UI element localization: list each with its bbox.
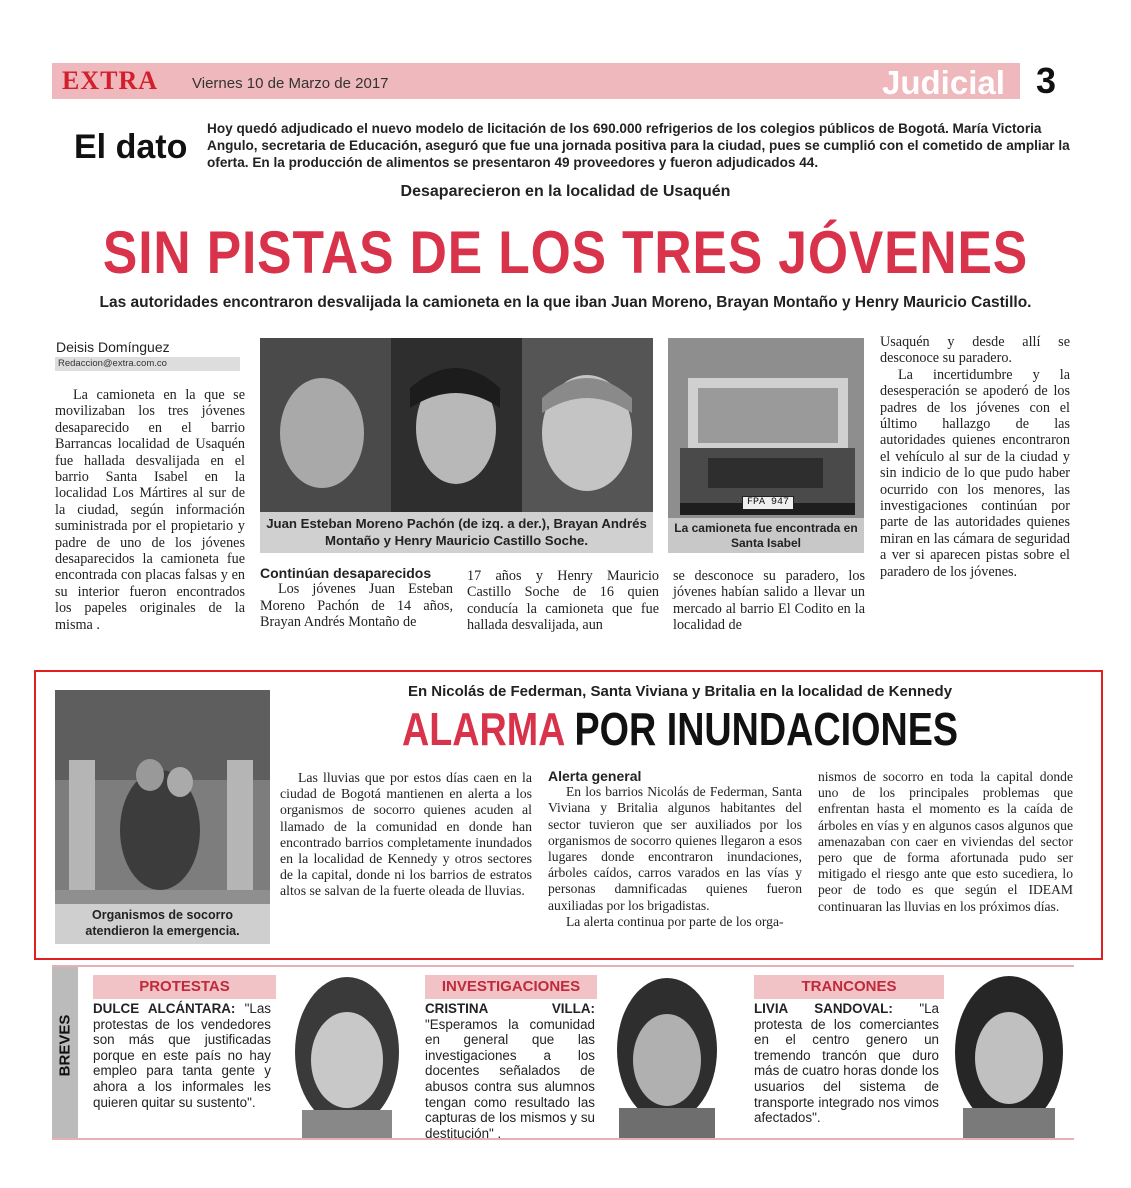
- article2-col2a-text: En los barrios Nicolás de Federman, Santa Viviana y Britalia algunos habitantes del sector tuvieron que ser auxiliados por los organismos de socorro quienes llegaron a esos lugares donde encontraron inundaciones, árboles caídos, carros varados en las vías y personas damnificadas quienes fueron auxiliadas por los brigadistas.: [548, 784, 802, 913]
- breve-1-portrait: [282, 972, 412, 1138]
- newspaper-logo: EXTRA: [62, 66, 159, 95]
- el-dato-box: [62, 118, 1072, 174]
- article2-headline-black: POR INUNDACIONES: [574, 703, 959, 755]
- issue-date: Viernes 10 de Marzo de 2017: [192, 75, 389, 92]
- woman-portrait-icon: [945, 972, 1073, 1138]
- article1-kicker: Desaparecieron en la localidad de Usaquén: [400, 183, 731, 200]
- article2-headline-red: ALARMA: [401, 703, 565, 755]
- breve-3-quote: "La protesta de los comerciantes en el centro genero un tremendo trancón que duro más de cuatro horas donde los usuarios del sistema de transporte integrado nos vimos afectados".: [754, 1001, 939, 1126]
- article1-col5a-text: Usaquén y desde allí se desconoce su paradero.: [880, 334, 1070, 367]
- article2-col1-text: Las lluvias que por estos días caen en la ciudad de Bogotá mantienen en alerta a los organismos de socorro quienes acuden al llamado de la comunidad en donde han encontrado barrios completamente inundados en la localidad de Kennedy y otros sectores de la capital, donde ni los barrios de estratos altos se salvan de la fuerte oleada de lluvias.: [280, 770, 532, 899]
- breve-1-text: [93, 1001, 271, 1110]
- article1-byline: Deisis Domínguez: [56, 339, 170, 355]
- article1-col4-text: se desconoce su paradero, los jóvenes habían salido a llevar un mercado al barrio El Codito en la localidad de: [673, 568, 865, 634]
- article1-headline: SIN PISTAS DE LOS TRES JÓVENES: [102, 219, 1029, 286]
- article2-column-1: [280, 770, 532, 900]
- article1-photo1-caption: Juan Esteban Moreno Pachón (de izq. a der.), Brayan Andrés Montaño y Henry Mauricio Castillo Soche.: [260, 512, 653, 553]
- breves-label: BREVES: [56, 1014, 74, 1077]
- article1-column-4: [673, 568, 865, 634]
- woman-portrait-icon: [282, 972, 412, 1138]
- breve-3-text: [754, 1001, 939, 1126]
- article2-kicker: En Nicolás de Federman, Santa Viviana y Britalia en la localidad de Kennedy: [407, 683, 953, 700]
- article2-column-2: [548, 768, 802, 930]
- license-plate: FPA 947: [742, 496, 794, 510]
- page-number: 3: [1036, 60, 1057, 101]
- article2-photo-caption: Organismos de socorro atendieron la emergencia.: [55, 904, 270, 944]
- woman-portrait-icon: [605, 972, 729, 1138]
- article2-column-3: [818, 769, 1073, 915]
- article1-column-3: [467, 568, 659, 634]
- breve-2-portrait: [605, 972, 729, 1138]
- page-header: [52, 60, 1072, 104]
- breves-side-label: [52, 967, 78, 1138]
- el-dato-text: Hoy quedó adjudicado el nuevo modelo de licitación de los 690.000 refrigerios de los colegios públicos de Bogotá. María Victoria Angulo, secretaria de Educación, aseguró que fue una jornada positiva para la ciudad, pues se cumplió con el cometido de ampliar la oferta. En la producción de alimentos se presentaron 49 proveedores y fueron adjudicados 44.: [207, 121, 1070, 170]
- article1-photo2-caption: La camioneta fue encontrada en Santa Isabel: [668, 518, 864, 553]
- article1-email: Redaccion@extra.com.co: [55, 357, 240, 371]
- article1-subheadline: Las autoridades encontraron desvalijada la camioneta en la que iban Juan Moreno, Brayan Montaño y Henry Mauricio Castillo.: [99, 294, 1032, 311]
- breve-2-name: CRISTINA VILLA:: [425, 1001, 595, 1016]
- article1-col2-text: Los jóvenes Juan Esteban Moreno Pachón de 14 años, Brayan Andrés Montaño de: [260, 581, 453, 631]
- article2-subhead: Alerta general: [548, 768, 642, 784]
- article1-column-1: [55, 387, 245, 633]
- article1-col1-text: La camioneta en la que se movilizaban los tres jóvenes desaparecido en el barrio Barrancas localidad de Usaquén fue hallada desvalijada en el barrio Santa Isabel en la localidad Los Mártires al sur de la ciudad, según información suministrada por el propietario y padre de uno de los jóvenes desaparecidos la camioneta fue encontrada con placas falsas y en su interior fueron encontrados los papeles originales de la misma .: [55, 387, 245, 633]
- article1-col3-text: 17 años y Henry Mauricio Castillo Soche de 16 quien conducía la camioneta que fue hallada desvalijada, aun: [467, 568, 659, 634]
- breve-1-name: DULCE ALCÁNTARA:: [93, 1001, 236, 1016]
- breve-2-title: INVESTIGACIONES: [425, 975, 597, 999]
- el-dato-label: El dato: [74, 128, 188, 166]
- article1-col5b-text: La incertidumbre y la desesperación se apoderó de los padres de los jóvenes con el último hallazgo de las autoridades quienes encontraron el vehículo al sur de la ciudad y sin indicio de lo que pudo haber ocurrido con los menores, las investigaciones continúan por parte de las autoridades quienes miran en las cámara de seguridad a ver si aparecen pistas sobre el paradero de los jóvenes.: [880, 366, 1070, 580]
- article1-column-5: [880, 334, 1070, 580]
- breve-3-title: TRANCONES: [754, 975, 944, 999]
- breve-2-text: [425, 1001, 595, 1141]
- section-title: Judicial: [882, 64, 1005, 101]
- breve-1-quote: "Las protestas de los vendedores son más que justificadas porque en este país no hay empleo para tanta gente y ahora a los informales les quieren quitar su sustento".: [93, 1001, 271, 1110]
- breve-2-quote: "Esperamos la comunidad en general que las investigaciones a los docentes señalados de abusos contra sus alumnos tengan como resultado las capturas de los mismos y su destitución" .: [425, 1016, 595, 1141]
- article2-col2b-text: La alerta continua por parte de los orga-: [566, 913, 784, 929]
- breve-3-portrait: [945, 972, 1073, 1138]
- article2-col3-text: nismos de socorro en toda la capital donde uno de los principales problemas que enfrentan hasta el momento es la caída de árboles en vías y en algunos casos algunos que amenazaban con caer en viviendas del sector pero que de forma afortunada pudo ser mitigado el riesgo ante que esto sucediera, lo peor de todo es que según el IDEAM continuaran las lluvias en los próximos días.: [818, 769, 1073, 914]
- breve-1-title: PROTESTAS: [93, 975, 276, 999]
- article2-headline: [360, 702, 1000, 756]
- breve-3-name: LIVIA SANDOVAL:: [754, 1001, 893, 1016]
- article1-subhead: Continúan desaparecidos: [260, 565, 432, 581]
- article1-column-2: [260, 565, 453, 631]
